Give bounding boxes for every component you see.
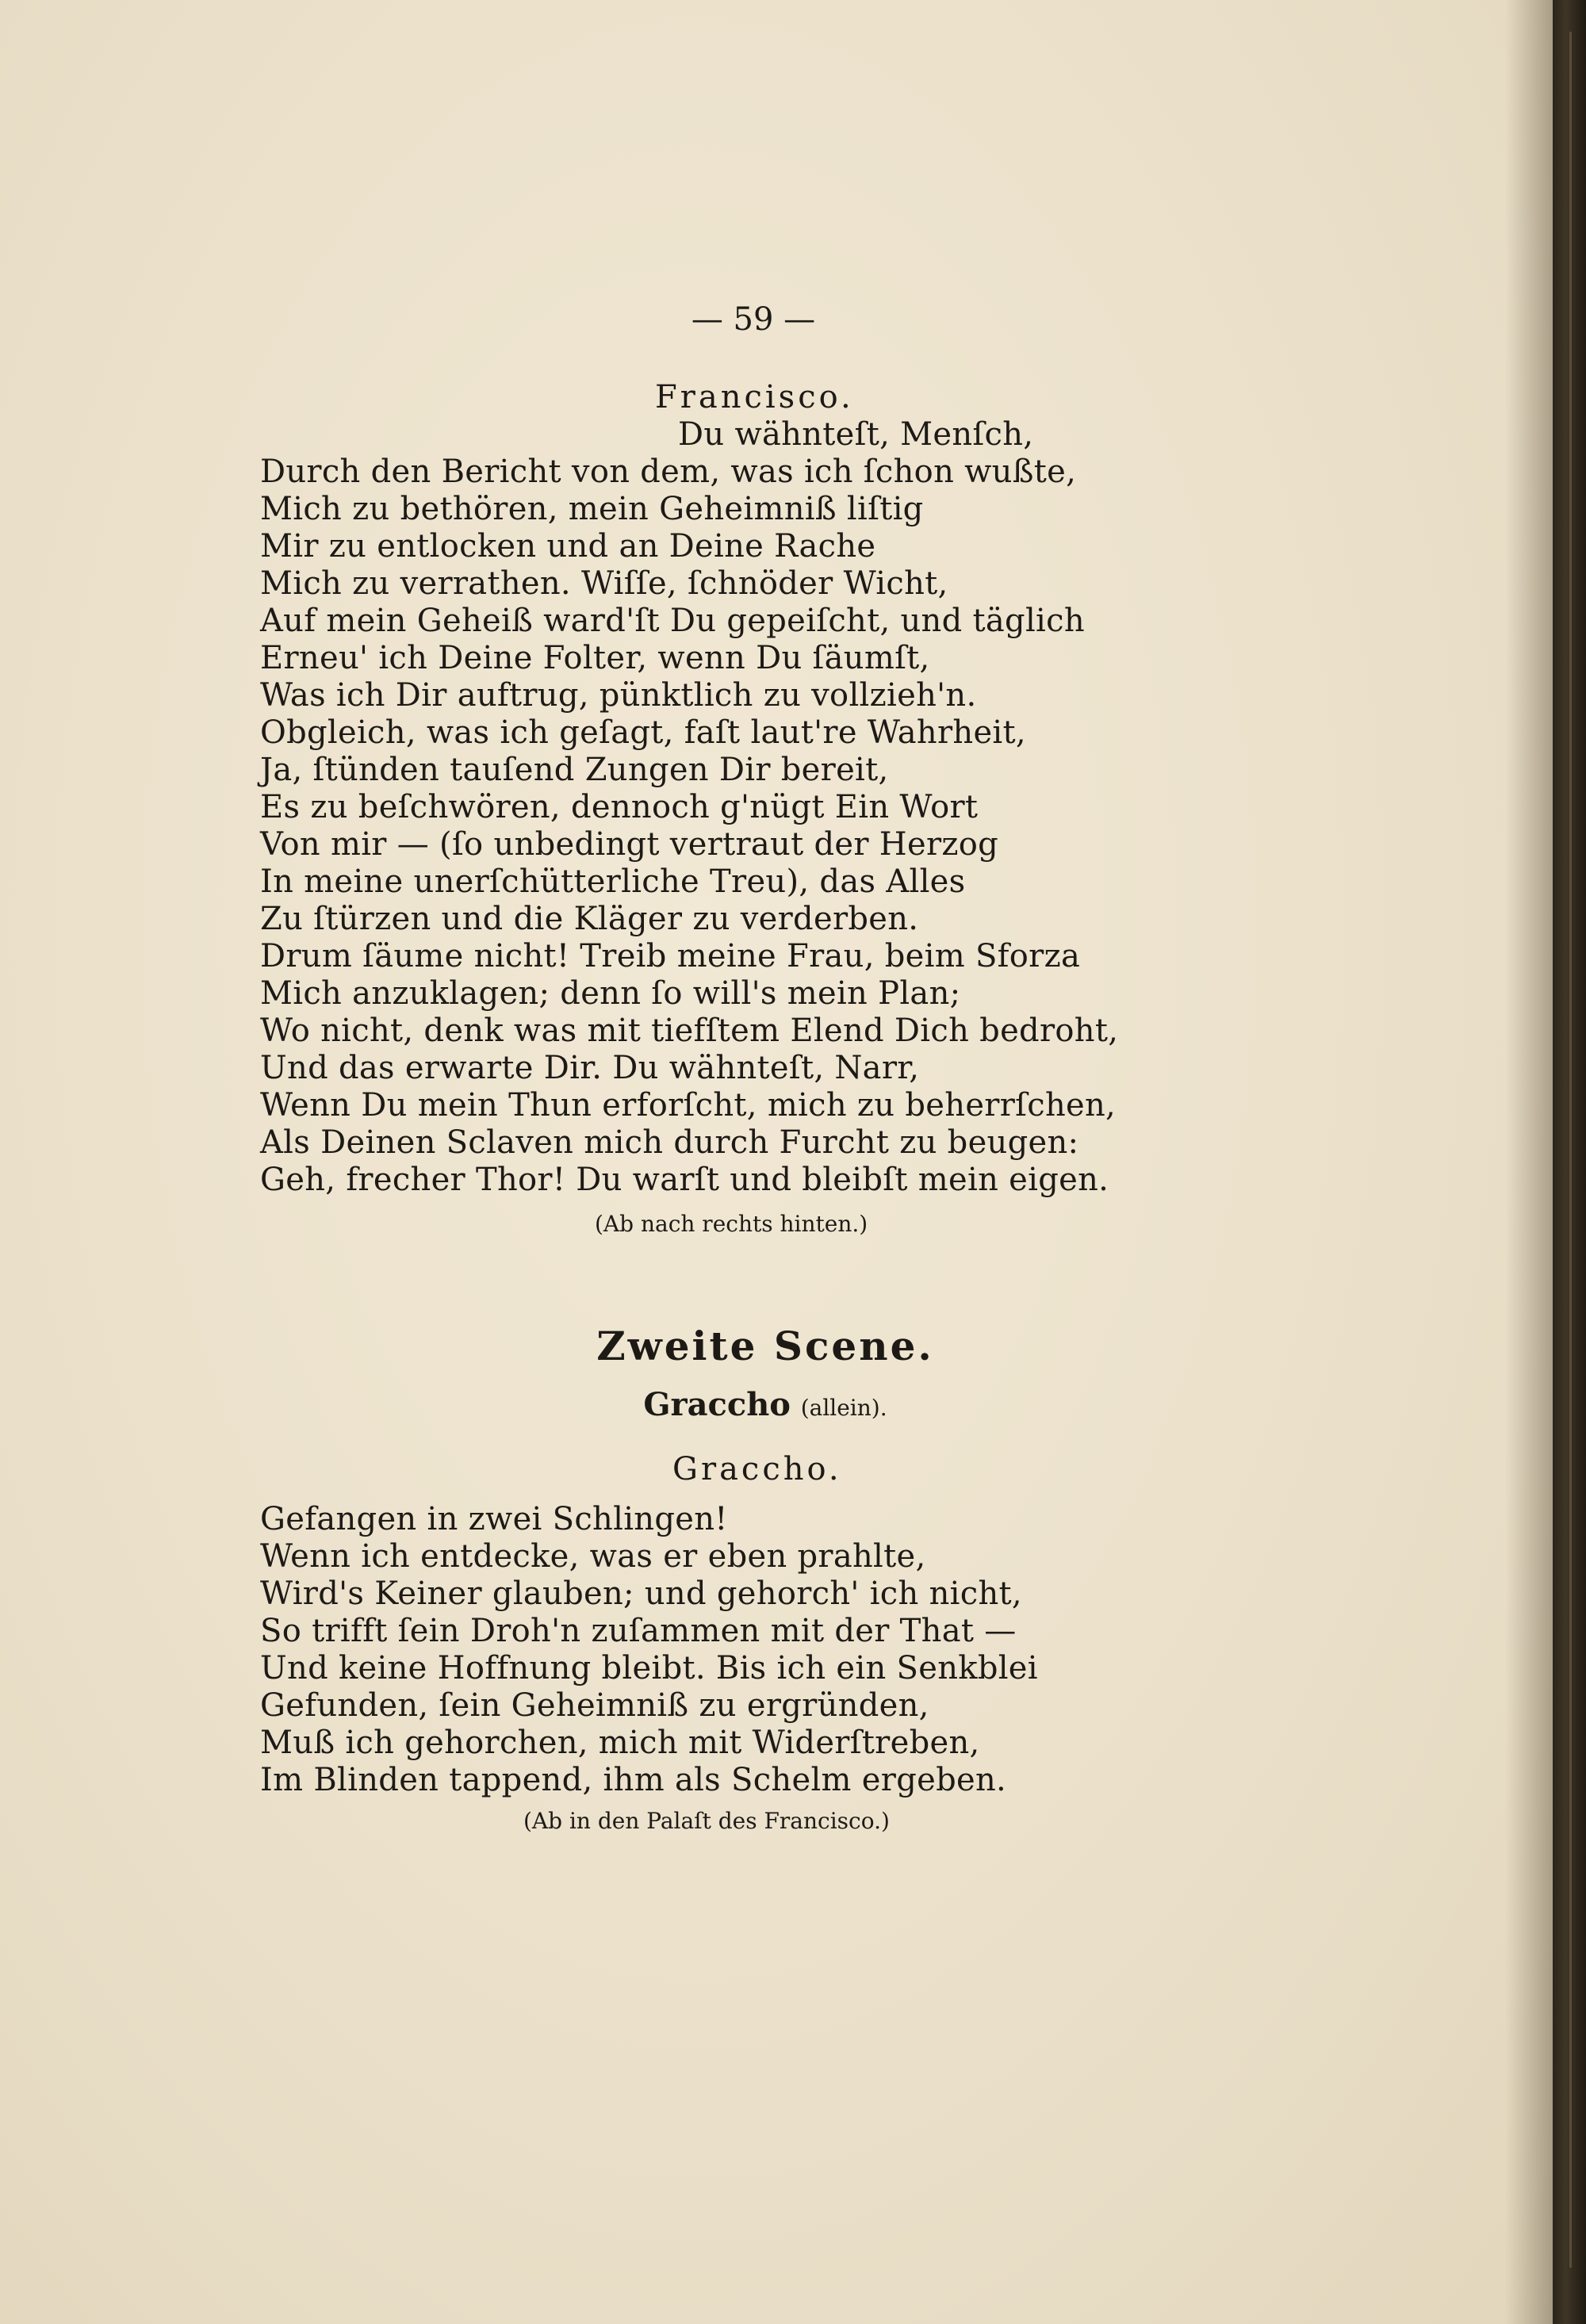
verse-line: Mich anzuklagen; denn ſo will's mein Plan;	[260, 975, 961, 1012]
verse-line: Drum ſäume nicht! Treib meine Frau, beim Sforza	[260, 938, 1081, 974]
verse-line: Und keine Hoffnung bleibt. Bis ich ein Senkblei	[260, 1650, 1038, 1687]
verse-line: Was ich Dir auftrug, pünktlich zu vollzieh'n.	[260, 677, 977, 714]
cast-list	[0, 1386, 1530, 1423]
verse-line: Mich zu verrathen. Wiſſe, ſchnöder Wicht,	[260, 565, 948, 602]
speaker-graccho: Graccho.	[672, 1451, 842, 1487]
verse-line: Ja, ſtünden tauſend Zungen Dir bereit,	[260, 752, 889, 788]
verse-line: Im Blinden tappend, ihm als Schelm ergeben.	[260, 1762, 1007, 1798]
verse-line: So trifft ſein Droh'n zuſammen mit der That —	[260, 1613, 1017, 1649]
verse-line: Mir zu entlocken und an Deine Rache	[260, 528, 876, 565]
page-number: — 59 —	[691, 301, 816, 338]
verse-line: Und das erwarte Dir. Du wähnteſt, Narr,	[260, 1050, 920, 1086]
verse-line: Es zu beſchwören, dennoch g'nügt Ein Wort	[260, 789, 979, 825]
verse-line: Geh, frecher Thor! Du warſt und bleibſt mein eigen.	[260, 1162, 1109, 1198]
verse-line: Du wähnteſt, Menſch,	[678, 416, 1034, 453]
verse-line: In meine unerſchütterliche Treu), das Alles	[260, 863, 966, 900]
edge-line	[1569, 32, 1572, 2268]
verse-line: Wenn ich entdecke, was er eben prahlte,	[260, 1538, 926, 1575]
verse-line: Durch den Bericht von dem, was ich ſchon wußte,	[260, 454, 1077, 490]
stage-direction: (Ab nach rechts hinten.)	[595, 1211, 868, 1237]
verse-line: Erneu' ich Deine Folter, wenn Du ſäumſt,	[260, 640, 930, 676]
speaker-francisco: Francisco.	[655, 379, 854, 415]
verse-line: Als Deinen Sclaven mich durch Furcht zu beugen:	[260, 1124, 1079, 1161]
verse-line: Zu ſtürzen und die Kläger zu verderben.	[260, 901, 919, 937]
verse-line: Mich zu bethören, mein Geheimniß liſtig	[260, 491, 924, 527]
verse-line: Wenn Du mein Thun erforſcht, mich zu beherrſchen,	[260, 1087, 1117, 1124]
book-edge	[1553, 0, 1586, 2324]
verse-line: Von mir — (ſo unbedingt vertraut der Herzog	[260, 826, 999, 863]
verse-line: Wo nicht, denk was mit tiefſtem Elend Dich bedroht,	[260, 1013, 1119, 1049]
verse-line: Muß ich gehorchen, mich mit Widerſtreben,	[260, 1725, 980, 1761]
stage-direction: (Ab in den Palaſt des Francisco.)	[523, 1808, 890, 1834]
verse-line: Gefangen in zwei Schlingen!	[260, 1501, 728, 1537]
spine-shadow	[1505, 0, 1553, 2324]
verse-line: Gefunden, ſein Geheimniß zu ergründen,	[260, 1687, 929, 1724]
cast-note: (allein).	[800, 1395, 887, 1421]
cast-name: Graccho	[643, 1386, 791, 1423]
verse-line: Auf mein Geheiß ward'ſt Du gepeiſcht, und täglich	[260, 603, 1085, 639]
verse-line: Obgleich, was ich geſagt, faſt laut're Wahrheit,	[260, 714, 1026, 751]
verse-line: Wird's Keiner glauben; und gehorch' ich nicht,	[260, 1575, 1022, 1612]
scene-title: Zweite Scene.	[596, 1323, 934, 1369]
